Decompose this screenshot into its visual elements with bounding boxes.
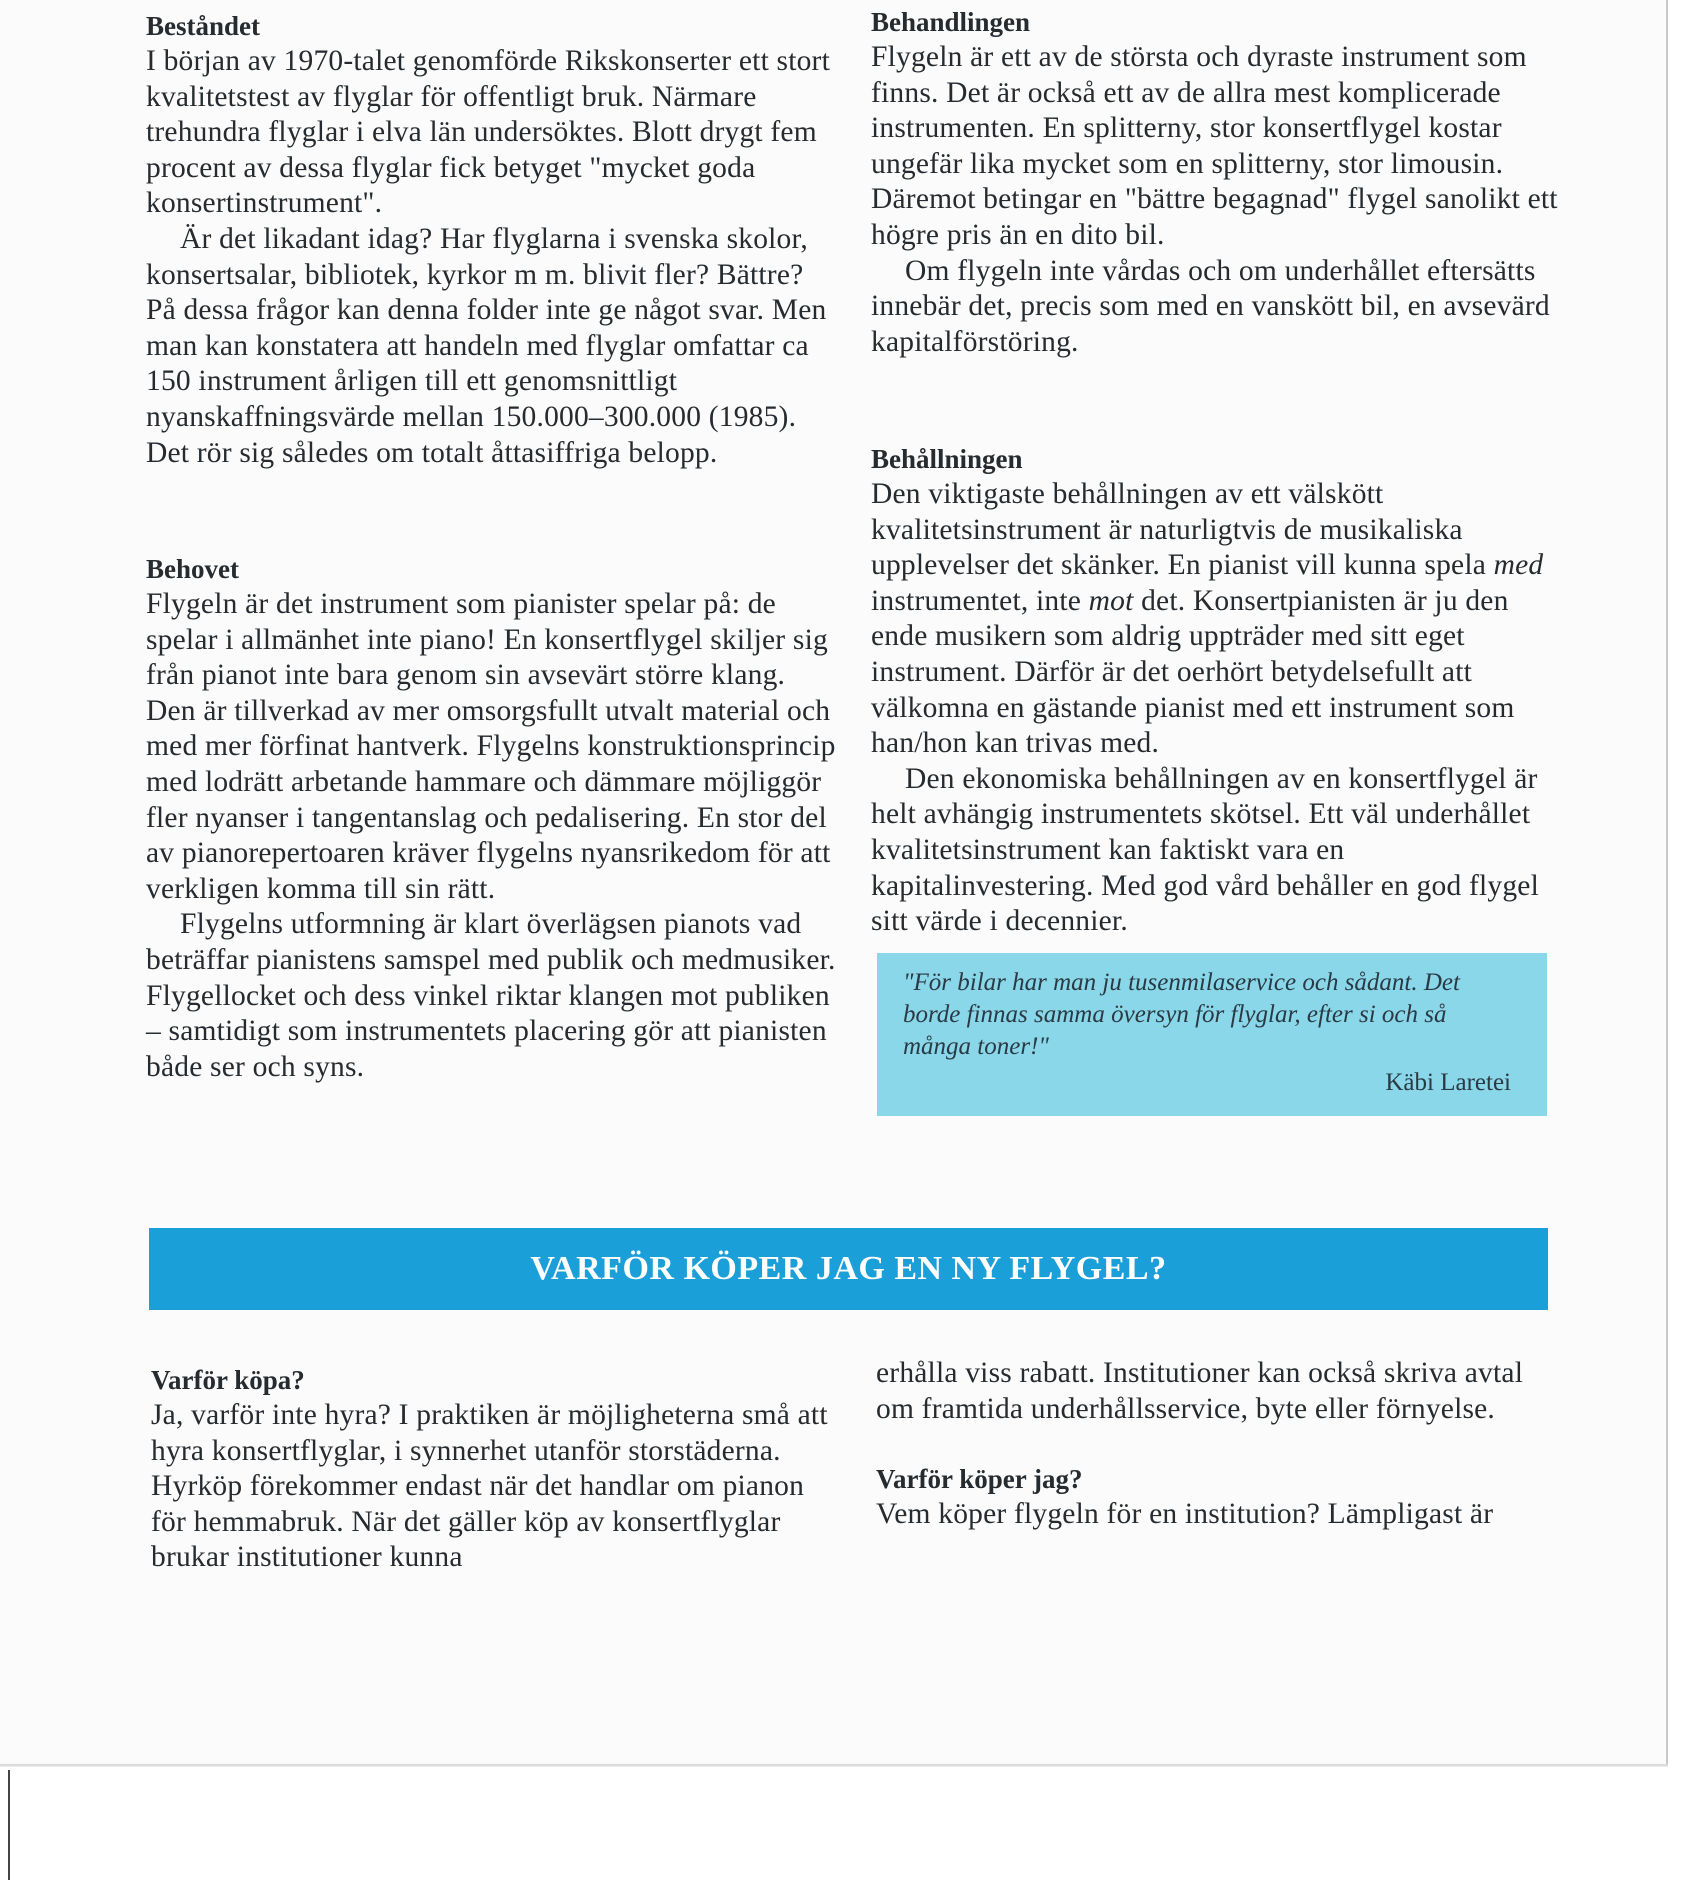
emphasis-text: med	[1493, 549, 1544, 582]
paragraph: Den ekonomiska behållningen av en konsertflygel är helt avhängig instrumentets skötsel. Ett väl underhållet kvalitetsinstrument kan faktiskt vara en kapitalinvestering. Med god vård behåller en god flygel sitt värde i decennier.	[871, 762, 1539, 938]
banner-title: VARFÖR KÖPER JAG EN NY FLYGEL?	[530, 1250, 1167, 1287]
page-edge	[1666, 0, 1668, 1765]
column-left-bottom	[151, 1362, 841, 1576]
page-bottom-edge	[0, 1764, 1668, 1767]
column-left-middle	[146, 551, 836, 1085]
emphasis-text: mot	[1088, 584, 1134, 617]
heading-bestandet: Beståndet	[146, 11, 260, 41]
paragraph-text: det. Konsertpianisten är ju den ende musikern som aldrig uppträder med sitt eget instrument. Därför är det oerhört betydelsefullt att välkomna en gästande pianist med ett instrument som han/hon kan trivas med.	[871, 584, 1515, 760]
heading-behallningen: Behållningen	[871, 444, 1023, 474]
paragraph	[871, 477, 1561, 762]
scan-border-mark	[8, 1770, 10, 1880]
paragraph: Flygeln är ett av de största och dyraste instrument som finns. Det är också ett av de allra mest komplicerade instrumenten. En splitterny, stor konsertflygel kostar ungefär lika mycket som en splitterny, stor limousin. Däremot betingar en "bättre begagnad" flygel sanolikt ett högre pris än en dito bil.	[871, 41, 1558, 251]
section-banner	[149, 1228, 1548, 1310]
paragraph: Är det likadant idag? Har flyglarna i svenska skolor, konsertsalar, bibliotek, kyrkor m m. blivit fler? Bättre? På dessa frågor kan denna folder inte ge något svar. Men man kan konstatera att handeln med flyglar omfattar ca 150 instrument årligen till ett genomsnittligt nyanskaffningsvärde mellan 150.000–300.000 (1985). Det rör sig således om totalt åttasiffriga belopp.	[146, 222, 827, 469]
heading-varfor-kopa: Varför köpa?	[151, 1365, 305, 1395]
quote-text: "För bilar har man ju tusenmilaservice och sådant. Det borde finnas samma översyn för flyglar, efter si och så många toner!"	[903, 969, 1460, 1060]
paragraph: Ja, varför inte hyra? I praktiken är möjligheterna små att hyra konsertflyglar, i synnerhet utanför storstäderna. Hyrköp förekommer endast när det handlar om pianon för hemmabruk. När det gäller köp av konsertflyglar brukar institutioner kunna	[151, 1399, 828, 1574]
heading-behandlingen: Behandlingen	[871, 7, 1031, 37]
column-left-top	[146, 8, 836, 471]
paragraph: Om flygeln inte vårdas och om underhållet eftersätts innebär det, precis som med en vanskött bil, en avsevärd kapitalförstöring.	[871, 254, 1550, 358]
heading-behovet: Behovet	[146, 554, 239, 584]
paragraph: Flygelns utformning är klart överlägsen pianots vad beträffar pianistens samspel med publik och medmusiker. Flygellocket och dess vinkel riktar klangen mot publiken – samtidigt som instrumentets placering gör att pianisten både ser och syns.	[146, 908, 836, 1083]
paragraph: Vem köper flygeln för en institution? Lämpligast är	[876, 1498, 1494, 1531]
quote-box	[877, 953, 1547, 1116]
column-right-bottom	[876, 1356, 1566, 1533]
paragraph-text: Den viktigaste behållningen av ett välskött kvalitetsinstrument är naturligtvis de musikaliska upplevelser det skänker. En pianist vill kunna spela	[871, 478, 1494, 582]
column-right-middle	[871, 441, 1561, 940]
paragraph: erhålla viss rabatt. Institutioner kan också skriva avtal om framtida underhållsservice, byte eller förnyelse.	[876, 1357, 1524, 1425]
column-right-top	[871, 4, 1561, 360]
quote-author: Käbi Laretei	[1385, 1069, 1511, 1096]
paragraph-text: instrumentet, inte	[871, 584, 1089, 617]
paragraph: I början av 1970-talet genomförde Rikskonserter ett stort kvalitetstest av flyglar för offentligt bruk. Närmare trehundra flyglar i elva län undersöktes. Blott drygt fem procent av dessa flyglar fick betyget "mycket goda konsertinstrument".	[146, 45, 830, 220]
paragraph: Flygeln är det instrument som pianister spelar på: de spelar i allmänhet inte piano! En konsertflygel skiljer sig från pianot inte bara genom sin avsevärt större klang. Den är tillverkad av mer omsorgsfullt utvalt material och med mer förfinat hantverk. Flygelns konstruktionsprincip med lodrätt arbetande hammare och dämmare möjliggör fler nyanser i tangentanslag och pedalisering. En stor del av pianorepertoaren kräver flygelns nyansrikedom för att verkligen komma till sin rätt.	[146, 588, 836, 905]
heading-varfor-koper-jag: Varför köper jag?	[876, 1464, 1083, 1495]
